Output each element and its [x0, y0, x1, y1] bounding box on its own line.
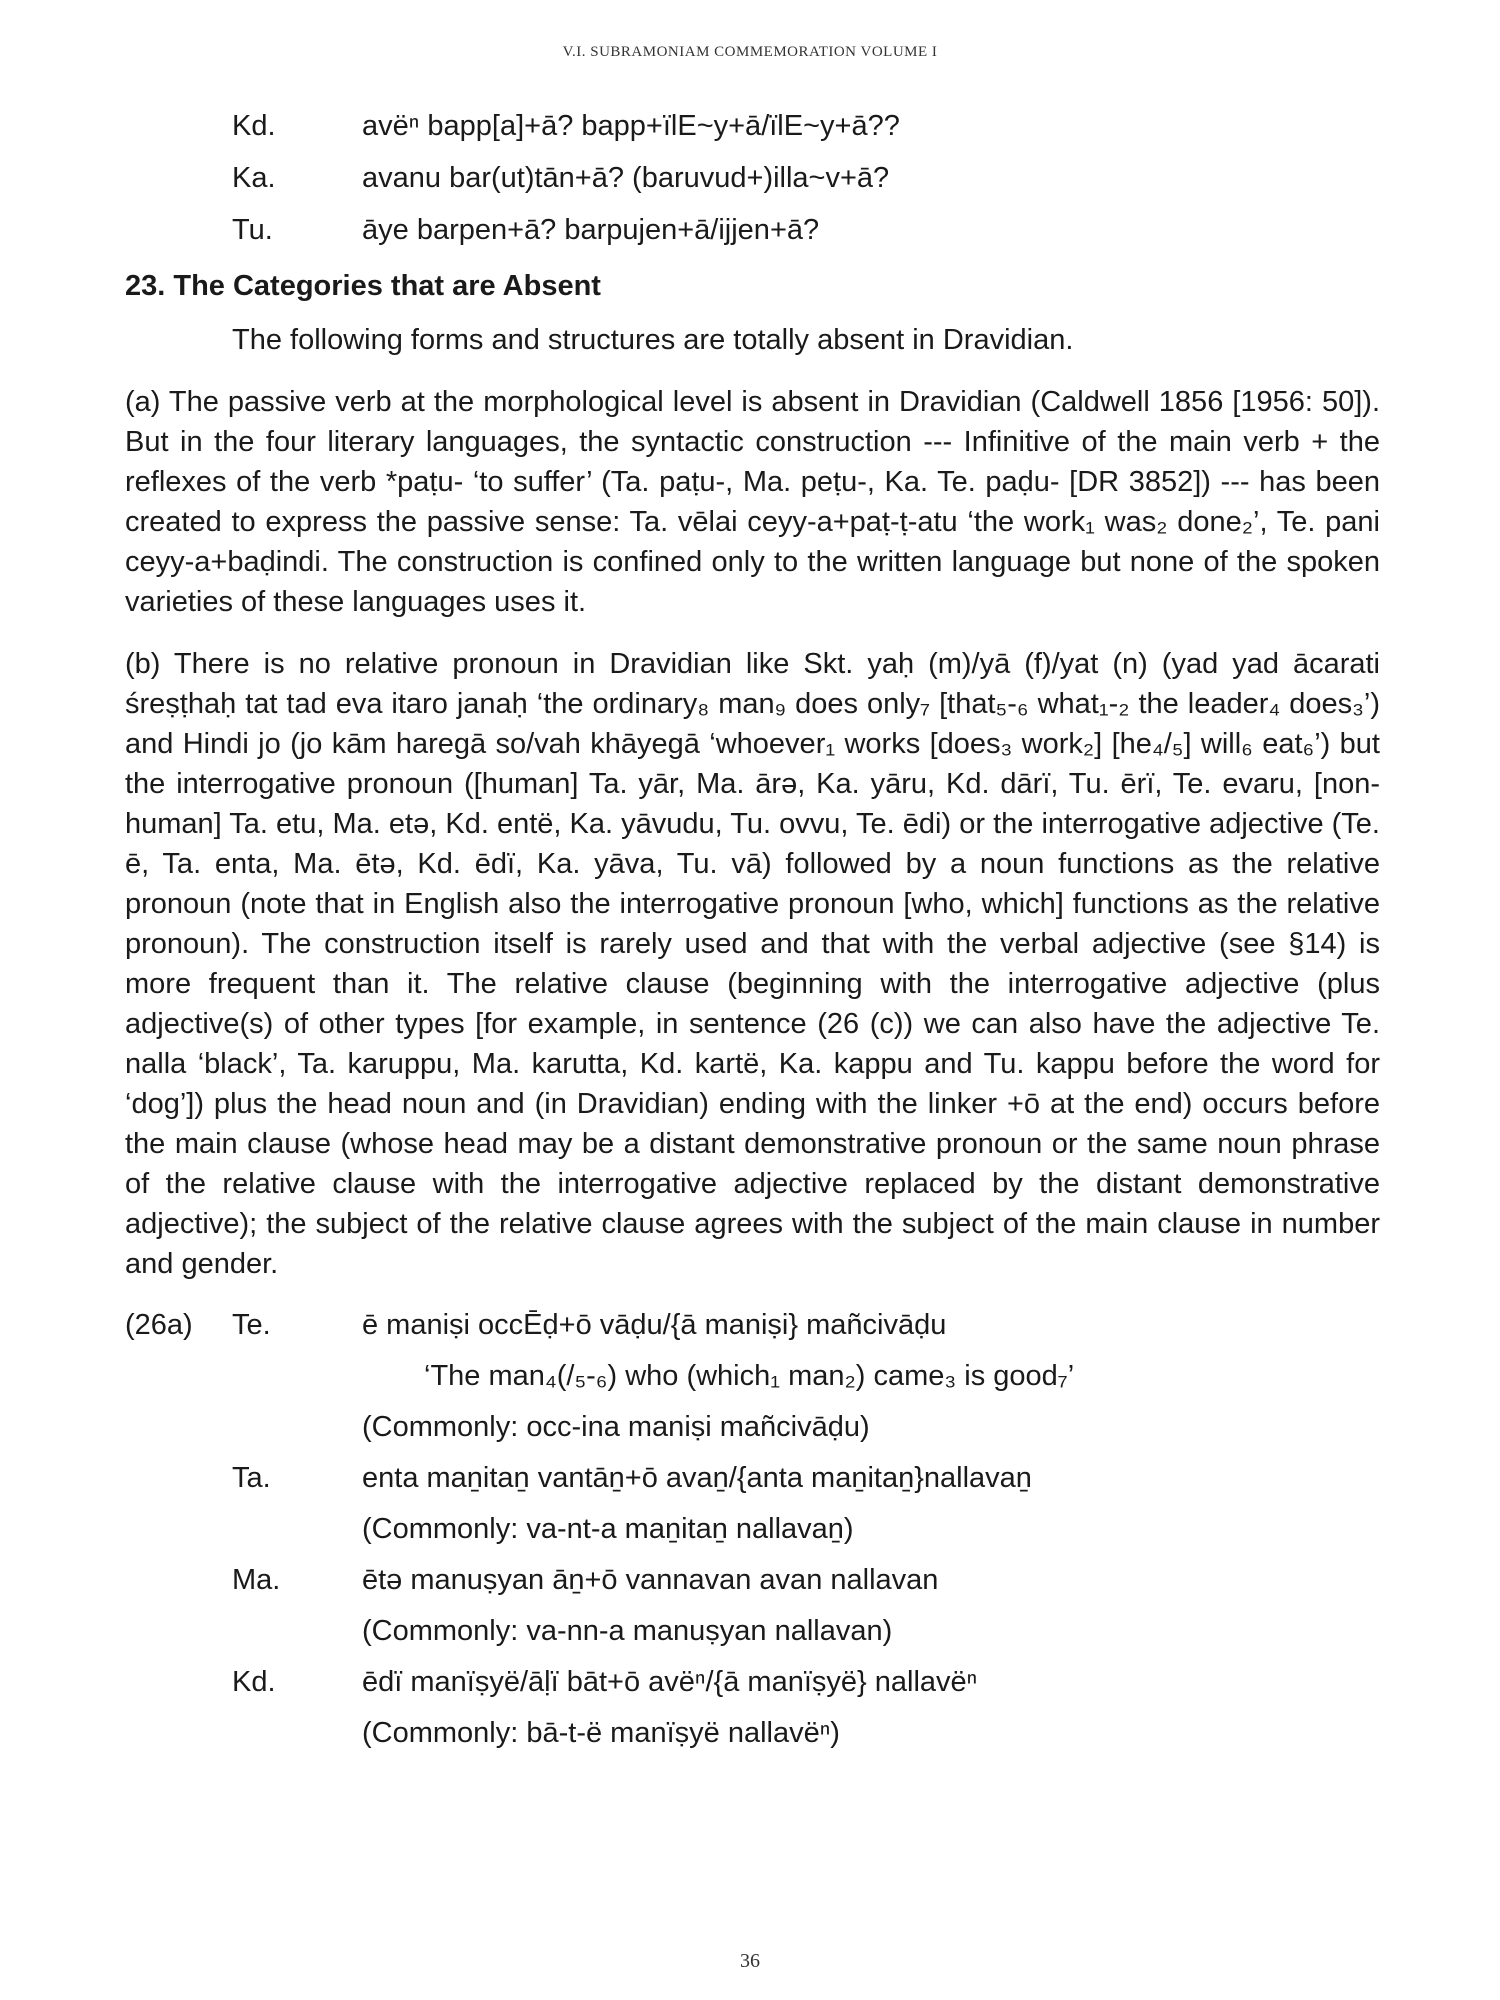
intro-paragraph: The following forms and structures are totally absent in Dravidian.: [232, 324, 1074, 356]
language-label: Kd.: [232, 110, 276, 142]
example-gloss: ‘The man₄(/₅-₆) who (which₁ man₂) came₃ is good₇’: [424, 1360, 1075, 1392]
example-26a-row: [125, 1657, 1380, 1708]
example-row: [125, 152, 1380, 204]
example-26a-row: [125, 1708, 1380, 1759]
example-text: ētə manuṣyan āṉ+ō vannavan avan nallavan: [362, 1564, 939, 1596]
example-text: (Commonly: va-nn-a manuṣyan nallavan): [362, 1615, 893, 1647]
example-form: avëⁿ bapp[a]+ā? bapp+ïlE~y+ā/ïlE~y+ā??: [362, 110, 900, 142]
example-text: (Commonly: va-nt-a maṉitaṉ nallavaṉ): [362, 1513, 854, 1545]
language-label: Ta.: [232, 1462, 271, 1494]
example-form: āye barpen+ā? barpujen+ā/ijjen+ā?: [362, 214, 820, 246]
language-label: Ka.: [232, 162, 276, 194]
example-26a-row: [125, 1351, 1380, 1402]
example-form: avanu bar(ut)tān+ā? (baruvud+)illa~v+ā?: [362, 162, 890, 194]
language-label: Ma.: [232, 1564, 281, 1596]
language-label: Tu.: [232, 214, 273, 246]
example-row: [125, 204, 1380, 256]
language-label: [232, 1351, 362, 1402]
example-block-top: [125, 100, 1380, 256]
language-label: [232, 1708, 362, 1759]
language-label: [232, 1504, 362, 1555]
example-26a-row: [125, 1606, 1380, 1657]
example-26a-row: [125, 1555, 1380, 1606]
language-label: Te.: [232, 1309, 271, 1341]
language-label: [232, 1402, 362, 1453]
example-row: [125, 100, 1380, 152]
page-content: [125, 100, 1380, 1759]
example-26a-row: [125, 1300, 1380, 1351]
example-text: ēdï manïṣyë/āḷï bāt+ō avëⁿ/{ā manïṣyë} nallavëⁿ: [362, 1666, 978, 1698]
example-26a-row: [125, 1453, 1380, 1504]
example-text: (Commonly: bā-t-ë manïṣyë nallavëⁿ): [362, 1717, 840, 1749]
example-text: ē maniṣi occĒḍ+ō vāḍu/{ā maniṣi} mañcivāḍu: [362, 1309, 947, 1341]
page-number: 36: [740, 1950, 760, 1972]
running-header: V.I. SUBRAMONIAM COMMEMORATION VOLUME I: [562, 44, 938, 60]
language-label: [232, 1606, 362, 1657]
example-26a-row: [125, 1402, 1380, 1453]
paragraph-b: (b) There is no relative pronoun in Dravidian like Skt. yaḥ (m)/yā (f)/yat (n) (yad yad ācarati śreṣṭhaḥ tat tad eva itaro janaḥ ‘the ordinary₈ man₉ does only₇ [that₅-₆ what₁-₂ the leader₄ does₃’) and Hindi jo (jo kām haregā so/vah khāyegā ‘whoever₁ works [does₃ work₂] [he₄/₅] will₆ eat₆’) but the interrogative pronoun ([human] Ta. yār, Ma. ārə, Ka. yāru, Kd. dārï, Tu. ērï, Te. evaru, [non-human] Ta. etu, Ma. etə, Kd. entë, Ka. yāvudu, Tu. ovvu, Te. ēdi) or the interrogative adjective (Te. ē, Ta. enta, Ma. ētə, Kd. ēdï, Ka. yāva, Tu. vā) followed by a noun functions as the relative pronoun (note that in English also the interrogative pronoun [who, which] functions as the relative pronoun). The construction itself is rarely used and that with the verbal adjective (see §14) is more frequent than it. The relative clause (beginning with the interrogative adjective (plus adjective(s) of other types [for example, in sentence (26 (c)) we can also have the adjective Te. nalla ‘black’, Ta. karuppu, Ma. karutta, Kd. kartë, Ka. kappu and Tu. kappu before the word for ‘dog’]) plus the head noun and (in Dravidian) ending with the linker +ō at the end) occurs before the main clause (whose head may be a distant demonstrative pronoun or the same noun phrase of the relative clause with the interrogative adjective replaced by the distant demonstrative adjective); the subject of the relative clause agrees with the subject of the main clause in number and gender.: [125, 648, 1380, 1280]
example-26a-row: [125, 1504, 1380, 1555]
example-text: enta maṉitaṉ vantāṉ+ō avaṉ/{anta maṉitaṉ}nallavaṉ: [362, 1462, 1032, 1494]
example-26a: [125, 1300, 1380, 1759]
section-heading: 23. The Categories that are Absent: [125, 270, 601, 302]
language-label: Kd.: [232, 1666, 276, 1698]
paragraph-a: (a) The passive verb at the morphological level is absent in Dravidian (Caldwell 1856 [1956: 50]). But in the four literary languages, the syntactic construction --- Infinitive of the main verb + the reflexes of the verb *paṭu- ‘to suffer’ (Ta. paṭu-, Ma. peṭu-, Ka. Te. paḍu- [DR 3852]) --- has been created to express the passive sense: Ta. vēlai ceyy-a+paṭ-ṭ-atu ‘the work₁ was₂ done₂’, Te. pani ceyy-a+baḍindi. The construction is confined only to the written language but none of the spoken varieties of these languages uses it.: [125, 386, 1380, 618]
example-text: (Commonly: occ-ina maniṣi mañcivāḍu): [362, 1411, 870, 1443]
example-number: (26a): [125, 1309, 193, 1341]
